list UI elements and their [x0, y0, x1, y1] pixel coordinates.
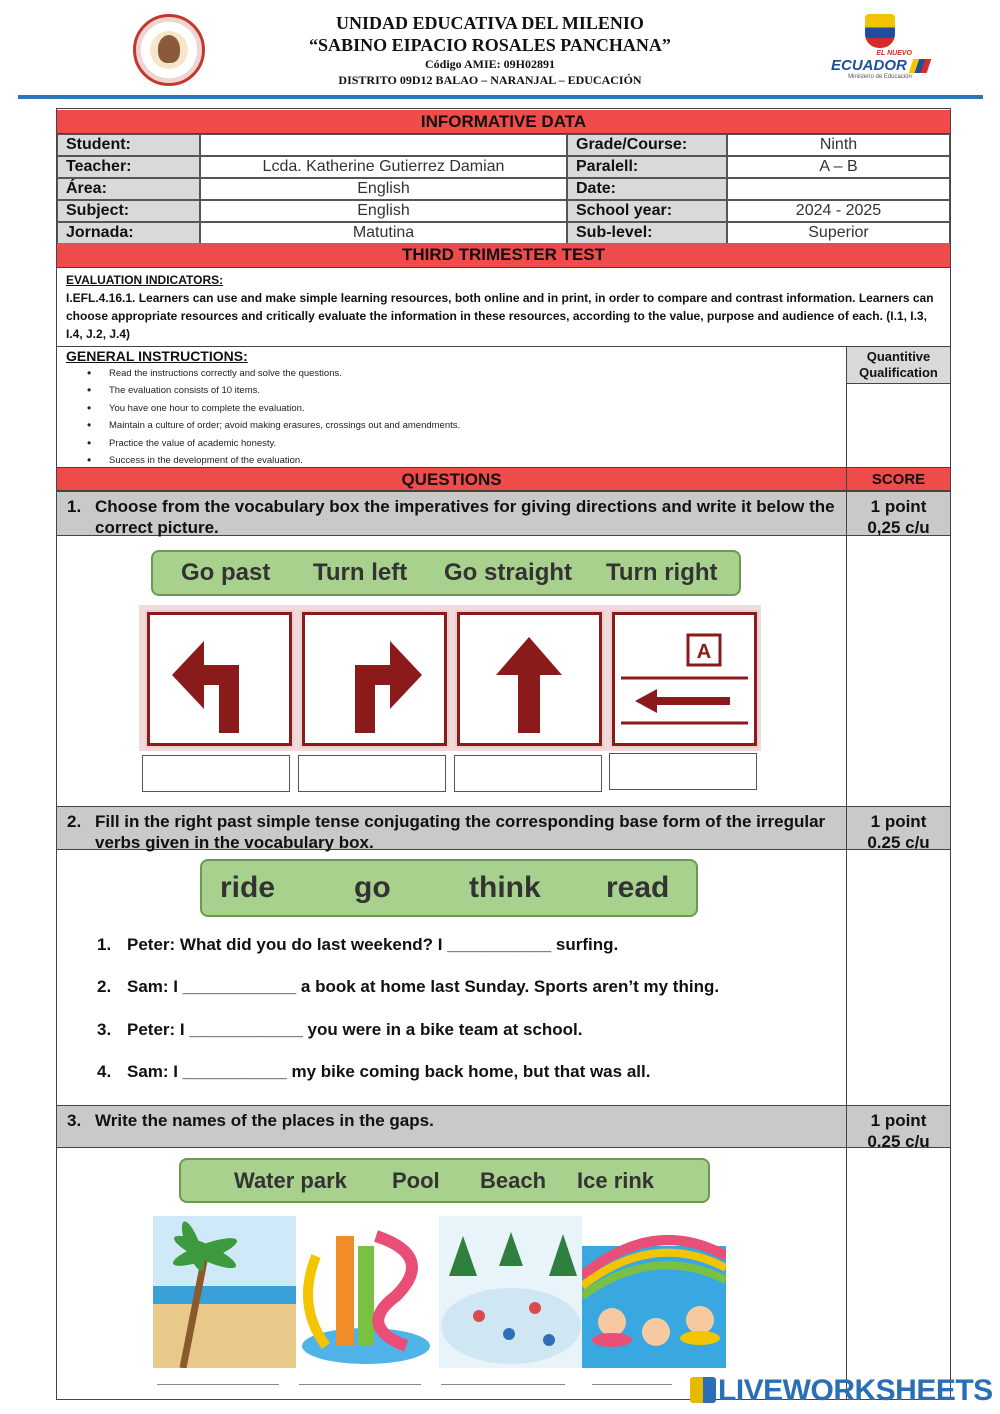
- water-park-picture: [296, 1216, 440, 1368]
- field-value[interactable]: Ninth: [727, 134, 950, 156]
- field-value[interactable]: A – B: [727, 156, 950, 178]
- field-value[interactable]: [200, 134, 567, 156]
- question-2-bar: [57, 806, 950, 850]
- general-instructions: [57, 347, 846, 467]
- q2-vocabulary-box: [200, 859, 698, 917]
- instruction-item: • Success in the development of the evaluation.: [87, 452, 846, 469]
- field-label: Subject:: [57, 200, 200, 222]
- go-past-sign: [612, 612, 757, 746]
- questions-header: [57, 467, 950, 491]
- test-title: THIRD TRIMESTER TEST: [57, 243, 950, 268]
- answer-box-1[interactable]: [142, 755, 290, 792]
- header-divider: [18, 95, 983, 99]
- sentence-2[interactable]: 2. Sam: I ____________ a book at home last Sunday. Sports aren’t my thing.: [97, 977, 720, 996]
- question-1-score-cell[interactable]: [846, 536, 950, 806]
- field-value[interactable]: English: [200, 200, 567, 222]
- question-2-score-cell[interactable]: [846, 850, 950, 1105]
- svg-text:A: A: [696, 641, 712, 663]
- coat-of-arms-icon: [865, 14, 895, 48]
- up-arrow-icon: [460, 615, 599, 743]
- field-label: Área:: [57, 178, 200, 200]
- indicators-text: I.EFL.4.16.1. Learners can use and make simple learning resources, both online and in print, in order to compare and contrast information. Learners can choose appropriate resources and critically evaluate the information in these resources, according to the value, purpose and audience of each. (I.1, I.3, I.4, J.2, J.4): [66, 291, 934, 341]
- liveworksheets-brand: LIVEWORKSHEETS: [690, 1374, 993, 1408]
- school-title: [240, 12, 740, 88]
- vocab-word: think: [469, 871, 541, 904]
- place-answer-line-1[interactable]: [157, 1384, 279, 1385]
- question-2-text: 2. Fill in the right past simple tense conjugating the corresponding base form of the irregular verbs given in the vocabulary box.: [67, 812, 826, 852]
- field-label: Teacher:: [57, 156, 200, 178]
- turn-right-arrow-icon: [305, 615, 444, 743]
- vocab-word: Pool: [392, 1167, 440, 1193]
- district-line: DISTRITO 09D12 BALAO – NARANJAL – EDUCACIÓN: [338, 73, 642, 87]
- question-1-text: 1. Choose from the vocabulary box the imperatives for giving directions and write it below the correct picture.: [67, 497, 835, 537]
- place-answer-line-3[interactable]: [441, 1384, 565, 1385]
- indicators-heading: EVALUATION INDICATORS:: [66, 273, 224, 287]
- info-row: [57, 134, 950, 156]
- question-1-points: 1 point 0,25 c/u: [846, 492, 950, 535]
- informative-data-title: INFORMATIVE DATA: [57, 110, 950, 134]
- answer-box-2[interactable]: [298, 755, 446, 792]
- place-answer-line-2[interactable]: [299, 1384, 421, 1385]
- questions-title: QUESTIONS: [401, 470, 502, 489]
- qualification-label: Quantitive Qualification: [847, 347, 950, 384]
- vocab-word: Go straight: [444, 559, 573, 586]
- turn-left-arrow-icon: [150, 615, 289, 743]
- turn-right-sign: [302, 612, 447, 746]
- vocab-word: go: [354, 871, 391, 904]
- info-row: [57, 222, 950, 244]
- field-label: School year:: [567, 200, 727, 222]
- liveworksheets-logo-icon: [690, 1377, 716, 1403]
- instruction-item: • Practice the value of academic honesty.: [87, 435, 846, 452]
- ice-rink-picture: [439, 1216, 583, 1368]
- amie-code: Código AMIE: 09H02891: [424, 57, 555, 71]
- field-value[interactable]: 2024 - 2025: [727, 200, 950, 222]
- school-header: [0, 0, 1000, 100]
- question-3-bar: [57, 1105, 950, 1151]
- sentence-3[interactable]: 3. Peter: I ____________ you were in a bike team at school.: [97, 1020, 583, 1039]
- instruction-item: • Maintain a culture of order; avoid making erasures, crossings out and amendments.: [87, 417, 846, 434]
- answer-box-4[interactable]: [609, 753, 757, 790]
- question-3-text: 3. Write the names of the places in the gaps.: [67, 1111, 434, 1130]
- field-label: Date:: [567, 178, 727, 200]
- evaluation-indicators: [57, 269, 950, 347]
- info-row: [57, 156, 950, 178]
- field-label: Grade/Course:: [567, 134, 727, 156]
- field-label: Jornada:: [57, 222, 200, 244]
- field-value[interactable]: Lcda. Katherine Gutierrez Damian: [200, 156, 567, 178]
- school-seal-logo: [133, 14, 205, 86]
- school-name: UNIDAD EDUCATIVA DEL MILENIO: [336, 13, 644, 33]
- instruction-item: • The evaluation consists of 10 items.: [87, 382, 846, 399]
- vocab-word: Turn left: [313, 559, 408, 586]
- info-row: [57, 200, 950, 222]
- question-1-bar: [57, 491, 950, 536]
- vocab-word: Go past: [181, 559, 271, 586]
- field-label: Student:: [57, 134, 200, 156]
- qualification-box: [846, 347, 950, 467]
- instructions-list: [87, 365, 846, 469]
- question-3-points: 1 point 0.25 c/u: [846, 1106, 950, 1147]
- school-patron: “SABINO EIPACIO ROSALES PANCHANA”: [309, 35, 671, 55]
- field-value[interactable]: Matutina: [200, 222, 567, 244]
- instruction-item: • Read the instructions correctly and solve the questions.: [87, 365, 846, 382]
- question-2-points: 1 point 0.25 c/u: [846, 807, 950, 849]
- sentence-1[interactable]: 1. Peter: What did you do last weekend? I ___________ surfing.: [97, 935, 619, 954]
- field-label: Paralell:: [567, 156, 727, 178]
- vocab-word: Beach: [480, 1167, 547, 1193]
- score-title: SCORE: [846, 468, 950, 491]
- vocab-word: read: [606, 871, 670, 904]
- place-answer-line-4[interactable]: [592, 1384, 672, 1385]
- field-value[interactable]: Superior: [727, 222, 950, 244]
- q1-vocabulary-box: [151, 550, 741, 596]
- beach-picture: [153, 1216, 297, 1368]
- ecuador-logo: EL NUEVO ECUADOR Ministerio de Educación: [830, 14, 930, 94]
- go-straight-sign: [457, 612, 602, 746]
- go-past-arrow-icon: [615, 615, 754, 743]
- qualification-input[interactable]: [847, 384, 950, 468]
- vocab-word: Turn right: [606, 559, 718, 586]
- test-sheet: [56, 108, 951, 1400]
- q3-vocabulary-box: [179, 1158, 710, 1203]
- field-value[interactable]: English: [200, 178, 567, 200]
- pool-picture: [582, 1216, 726, 1368]
- instruction-item: • You have one hour to complete the evaluation.: [87, 400, 846, 417]
- answer-box-3[interactable]: [454, 755, 602, 792]
- vocab-word: Water park: [234, 1167, 347, 1193]
- vocab-word: ride: [220, 871, 276, 904]
- instructions-heading: GENERAL INSTRUCTIONS:: [66, 348, 248, 364]
- sentence-4[interactable]: 4. Sam: I ___________ my bike coming back home, but that was all.: [97, 1062, 651, 1081]
- question-3-score-cell[interactable]: [846, 1148, 950, 1400]
- field-value[interactable]: [727, 178, 950, 200]
- field-label: Sub-level:: [567, 222, 727, 244]
- turn-left-sign: [147, 612, 292, 746]
- info-row: [57, 178, 950, 200]
- vocab-word: Ice rink: [577, 1167, 655, 1193]
